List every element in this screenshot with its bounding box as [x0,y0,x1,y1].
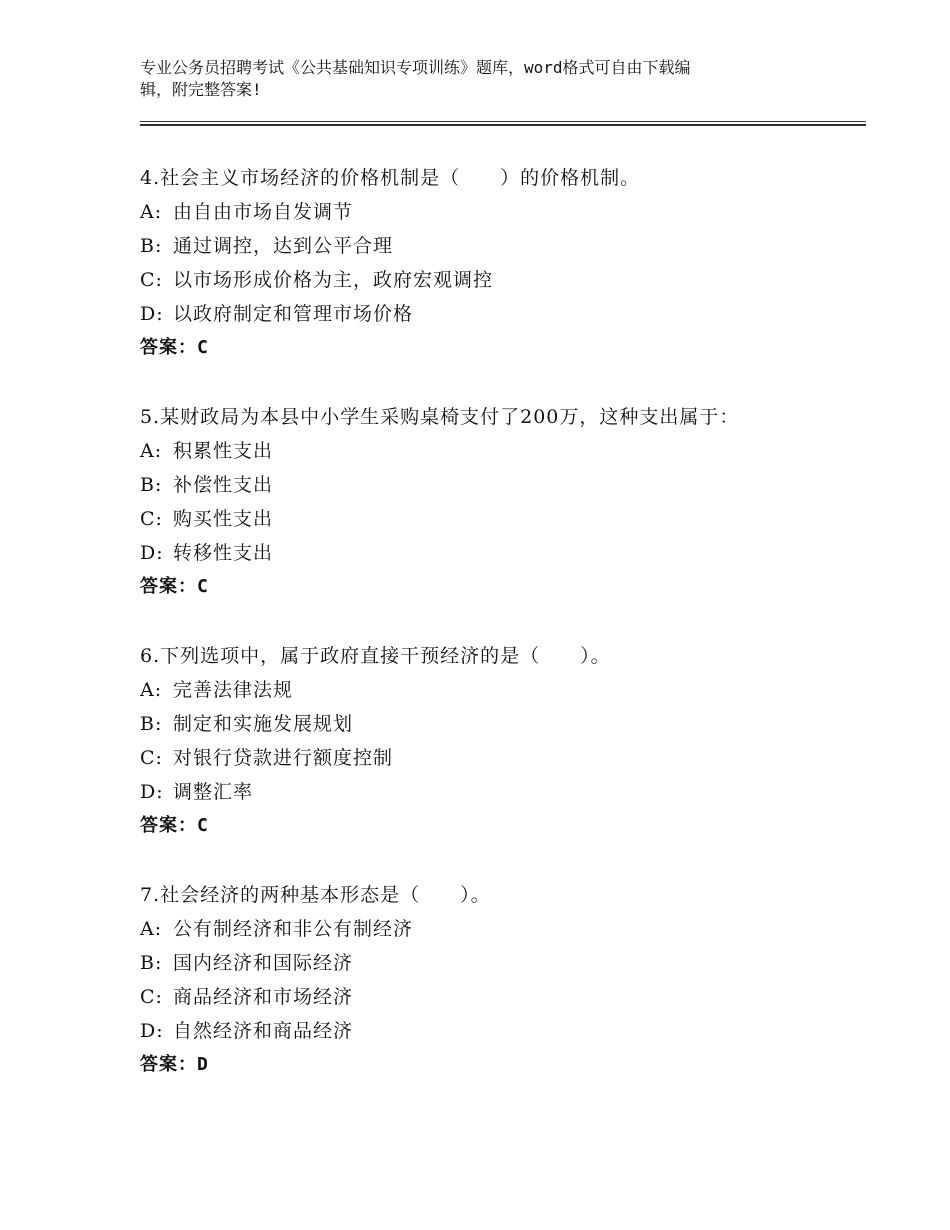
option-text: 以政府制定和管理市场价格 [173,303,414,325]
question-block [140,161,860,365]
option-letter: B: [140,952,163,974]
option-d [140,297,860,331]
option-c [140,741,860,775]
question-block [140,400,860,604]
option-b [140,946,860,980]
option-c [140,502,860,536]
option-letter: B: [140,474,163,496]
answer-line: 答案：C [140,815,209,836]
option-text: 完善法律法规 [173,679,294,701]
header-line-2: 辑，附完整答案! [140,80,262,99]
option-text: 调整汇率 [173,781,254,803]
option-letter: A: [140,440,163,462]
option-d [140,775,860,809]
question-stem: 4.社会主义市场经济的价格机制是（ ）的价格机制。 [140,167,641,189]
question-block [140,639,860,843]
option-d [140,1014,860,1048]
option-text: 对银行贷款进行额度控制 [173,747,394,769]
header-divider-thin [140,121,866,122]
option-b [140,468,860,502]
document-header [140,57,800,101]
option-letter: D: [140,303,164,325]
header-line-1: 专业公务员招聘考试《公共基础知识专项训练》题库，word格式可自由下载编 [140,58,691,77]
option-letter: A: [140,679,163,701]
option-a [140,434,860,468]
question-stem: 7.社会经济的两种基本形态是（ ）。 [140,884,491,906]
option-b [140,707,860,741]
option-d [140,536,860,570]
option-letter: B: [140,713,163,735]
option-c [140,263,860,297]
question-stem: 6.下列选项中，属于政府直接干预经济的是（ ）。 [140,645,611,667]
option-a [140,673,860,707]
option-letter: C: [140,508,163,530]
option-text: 购买性支出 [173,508,274,530]
option-letter: D: [140,781,164,803]
question-stem: 5.某财政局为本县中小学生采购桌椅支付了200万，这种支出属于： [140,406,740,428]
option-text: 公有制经济和非公有制经济 [173,918,414,940]
option-a [140,912,860,946]
answer-line: 答案：D [140,1054,209,1075]
answer-line: 答案：C [140,337,209,358]
option-text: 制定和实施发展规划 [173,713,354,735]
option-c [140,980,860,1014]
option-text: 由自由市场自发调节 [173,201,354,223]
option-letter: C: [140,747,163,769]
option-letter: D: [140,1020,164,1042]
option-letter: A: [140,918,163,940]
option-text: 通过调控，达到公平合理 [173,235,394,257]
option-text: 商品经济和市场经济 [173,986,354,1008]
option-letter: D: [140,542,164,564]
option-text: 自然经济和商品经济 [173,1020,354,1042]
option-a [140,195,860,229]
option-text: 积累性支出 [173,440,274,462]
option-b [140,229,860,263]
option-text: 国内经济和国际经济 [173,952,354,974]
option-text: 补偿性支出 [173,474,274,496]
header-divider-thick [140,124,866,126]
option-text: 转移性支出 [173,542,274,564]
question-block [140,878,860,1082]
option-letter: A: [140,201,163,223]
option-letter: B: [140,235,163,257]
option-letter: C: [140,986,163,1008]
option-letter: C: [140,269,163,291]
option-text: 以市场形成价格为主，政府宏观调控 [173,269,494,291]
answer-line: 答案：C [140,576,209,597]
